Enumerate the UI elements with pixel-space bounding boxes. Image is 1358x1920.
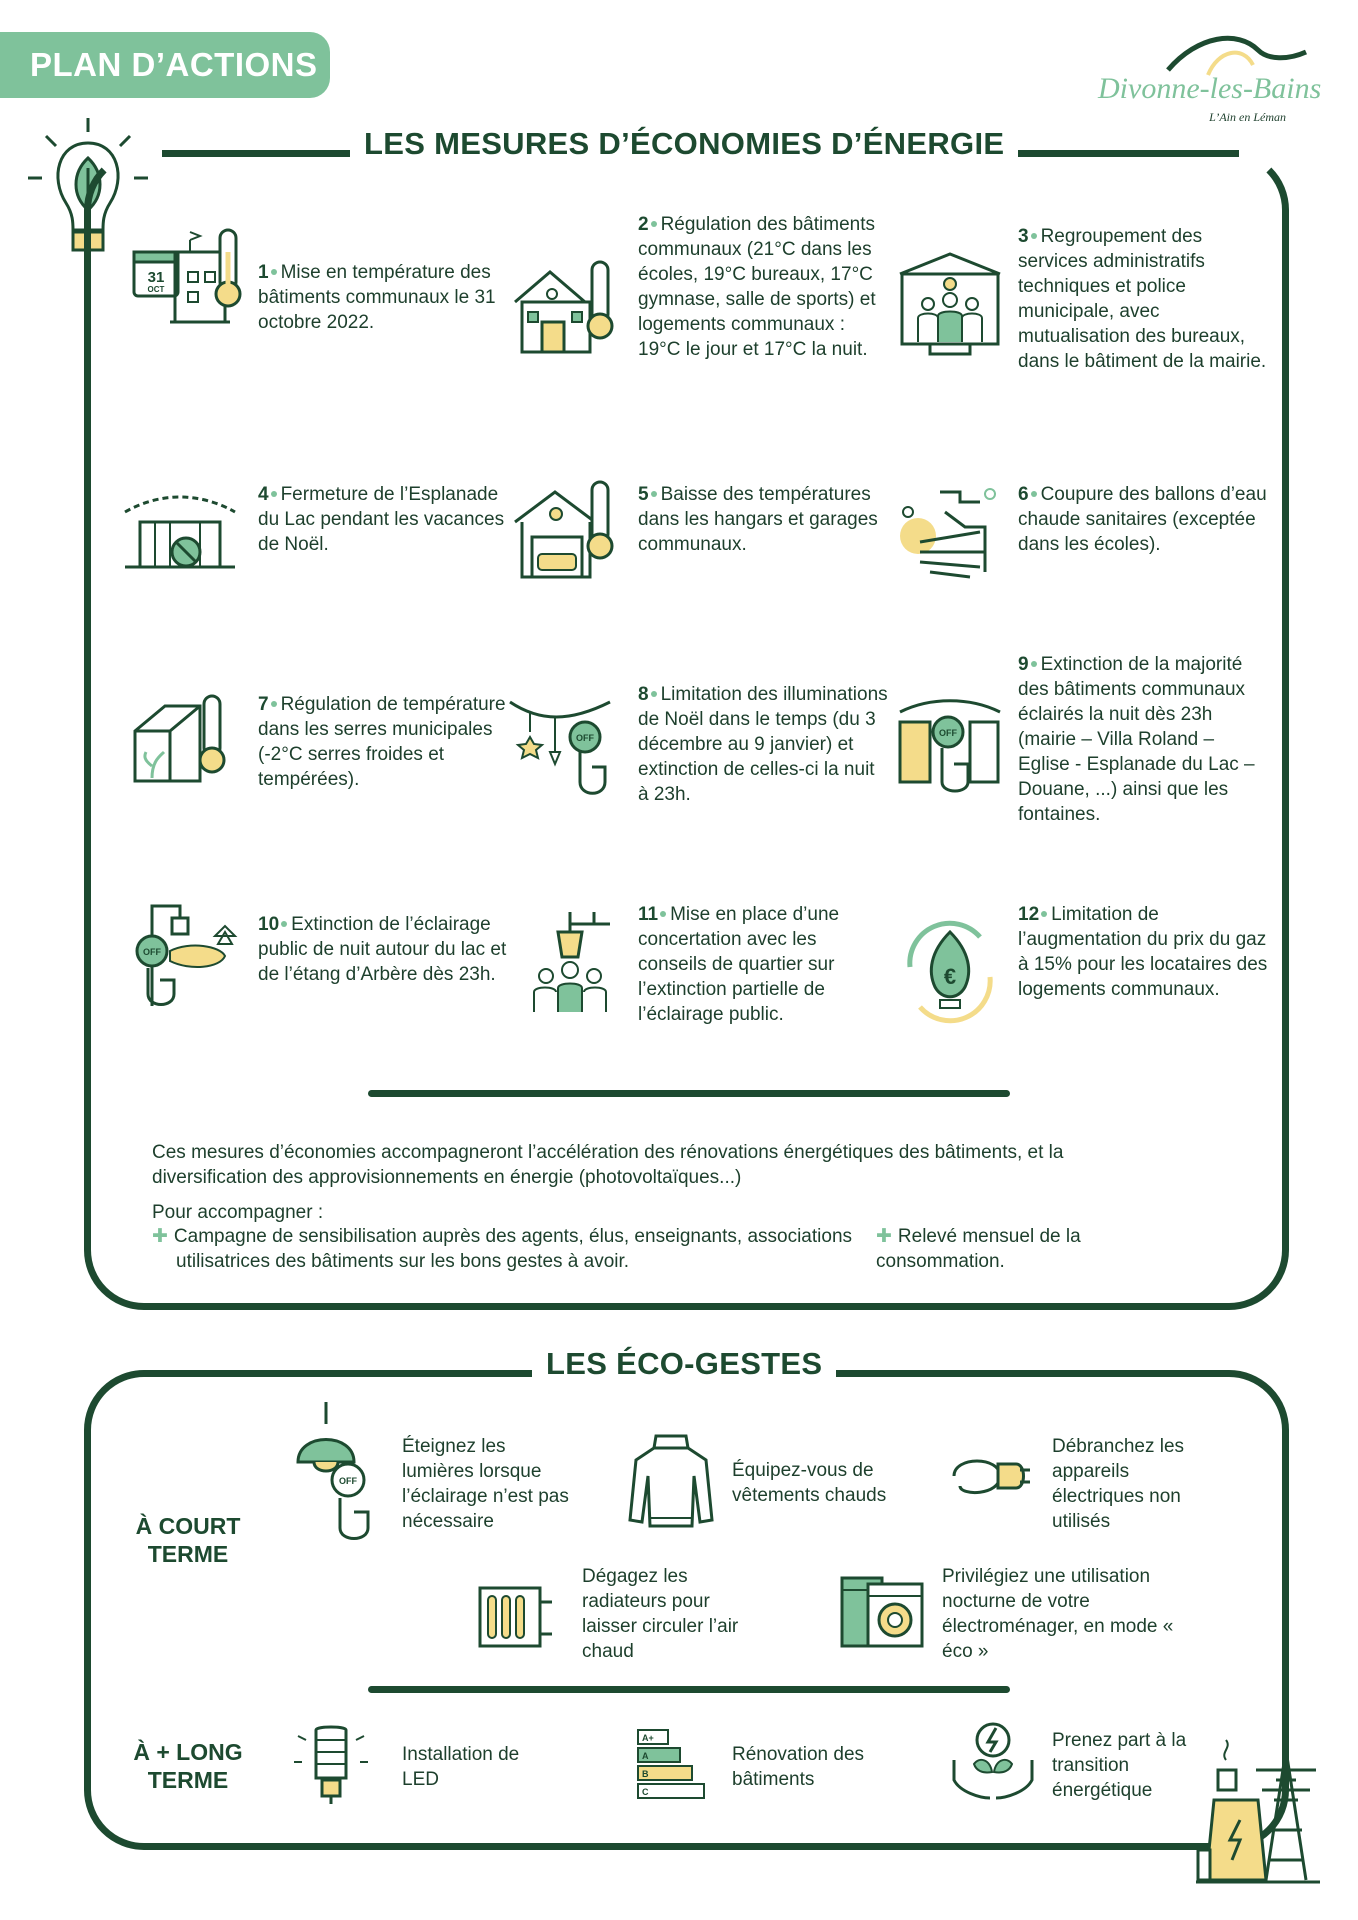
logo-main-text: Divonne-les-Bains	[1098, 72, 1322, 105]
led-bulb-icon	[294, 1722, 368, 1808]
measure-item-11	[510, 902, 890, 1102]
measure-item-5	[510, 482, 890, 682]
measure-number: 4	[258, 484, 281, 505]
measure-item-7	[130, 692, 510, 892]
appliances-icon	[838, 1574, 928, 1650]
measure-text: Baisse des températures dans les hangars et garages communaux.	[638, 484, 878, 555]
christmas-lights-off-icon	[510, 692, 630, 812]
power-plant-icon	[1196, 1740, 1320, 1890]
long-term-label: À + LONG TERME	[133, 1739, 243, 1793]
house-thermometer-icon	[510, 252, 630, 372]
separator-line	[368, 1090, 1010, 1097]
measure-text: Fermeture de l’Esplanade du Lac pendant les vacances de Noël.	[258, 484, 505, 555]
eco-gesture-radiators: Dégagez les radiateurs pour laisser circuler l’air chaud	[582, 1566, 739, 1662]
eco-gesture-led: Installation de LED	[402, 1744, 520, 1790]
measure-text: Limitation de l’augmentation du prix du gaz à 15% pour les locataires des logements communaux.	[1018, 904, 1268, 1000]
logo-sub-text: L’Ain en Léman	[1209, 110, 1286, 124]
closed-esplanade-icon	[120, 472, 240, 592]
summary-text: Ces mesures d’économies accompagneront l’accélération des rénovations énergétiques des bâtiments, et la diversification des approvisionnements en énergie (photovoltaïques...)	[152, 1142, 1064, 1188]
sweater-icon	[626, 1430, 716, 1530]
energy-class-label: B	[642, 1769, 649, 1779]
measure-number: 8	[638, 684, 661, 705]
plus-icon: ✚	[876, 1226, 892, 1247]
eco-gesture-unplug: Débranchez les appareils électriques non utilisés	[1052, 1436, 1185, 1532]
measure-item-8	[510, 682, 890, 882]
measure-item-1	[130, 212, 510, 412]
measure-text: Extinction de la majorité des bâtiments communaux éclairés la nuit dès 23h (mairie – Villa Roland – Eglise - Esplanade du Lac – Douane, ...) ainsi que les fontaines.	[1018, 654, 1255, 825]
measure-item-10	[130, 902, 510, 1102]
lamp-off-icon	[288, 1402, 384, 1552]
measure-number: 11	[638, 904, 670, 925]
short-term-label: À COURT TERME	[135, 1513, 241, 1567]
accompany-label: Pour accompagner :	[152, 1202, 324, 1223]
accompany-item-campaign: ✚ Campagne de sensibilisation auprès des agents, élus, enseignants, associations utilisatrices des bâtiments sur les bons gestes à avoir.	[152, 1226, 853, 1272]
accompany-item-monthly-reading: ✚ Relevé mensuel de la consommation.	[876, 1226, 1081, 1272]
lantern-community-icon	[510, 912, 630, 1032]
off-label: OFF	[143, 947, 161, 957]
green-energy-hands-icon	[950, 1720, 1036, 1802]
measure-number: 6	[1018, 484, 1041, 505]
plug-icon	[950, 1446, 1030, 1506]
measure-number: 3	[1018, 226, 1041, 247]
measure-text: Regroupement des services administratifs techniques et police municipale, avec mutualisation des bureaux, dans le bâtiment de la mairie.	[1018, 226, 1267, 372]
hand-washing-icon	[890, 472, 1010, 592]
calendar-day: 31	[147, 269, 165, 286]
calendar-thermometer-icon	[130, 212, 250, 332]
measure-item-2	[510, 212, 890, 412]
measure-number: 9	[1018, 654, 1041, 675]
calendar-month: OCT	[147, 285, 165, 294]
measure-text: Limitation des illuminations de Noël dans le temps (du 3 décembre au 9 janvier) et extinction de celles-ci la nuit à 23h.	[638, 684, 888, 805]
measure-number: 10	[258, 914, 291, 935]
measure-text: Coupure des ballons d’eau chaude sanitaires (exceptée dans les écoles).	[1018, 484, 1267, 555]
section-title-energy-measures: LES MESURES D’ÉCONOMIES D’ÉNERGIE	[350, 126, 1018, 162]
measure-number: 2	[638, 214, 661, 235]
section-tag: PLAN D’ACTIONS	[0, 32, 330, 98]
plus-icon: ✚	[152, 1226, 168, 1247]
eco-gesture-renovation: Rénovation des bâtiments	[732, 1744, 865, 1790]
energy-class-label: C	[642, 1787, 649, 1797]
svg-text:€: €	[943, 964, 957, 989]
measure-text: Régulation des bâtiments communaux (21°C dans les écoles, 19°C bureaux, 17°C gymnase, salle de sports) et logements communaux : 19°C le jour et 17°C la nuit.	[638, 214, 876, 360]
energy-rating-icon	[636, 1728, 706, 1808]
building-lights-off-icon	[890, 682, 1010, 802]
measure-text: Mise en place d’une concertation avec les conseils de quartier sur l’extinction partielle de l’éclairage public.	[638, 904, 840, 1025]
town-hall-people-icon	[890, 244, 1010, 364]
eco-gesture-energy-transition: Prenez part à la transition énergétique	[1052, 1730, 1187, 1801]
garage-thermometer-icon	[510, 472, 630, 592]
measure-number: 1	[258, 262, 281, 283]
measure-text: Extinction de l’éclairage public de nuit autour du lac et de l’étang d’Arbère dès 23h.	[258, 914, 507, 985]
measure-text: Mise en température des bâtiments communaux le 31 octobre 2022.	[258, 262, 496, 333]
eco-gesture-warm-clothes: Équipez-vous de vêtements chauds	[732, 1460, 887, 1506]
measure-number: 12	[1018, 904, 1051, 925]
off-label: OFF	[939, 728, 957, 738]
greenhouse-thermometer-icon	[130, 686, 250, 806]
separator-line	[368, 1686, 1010, 1693]
gas-price-icon	[890, 912, 1010, 1032]
measure-item-12	[890, 902, 1270, 1102]
divonne-logo	[1098, 30, 1338, 125]
off-label: OFF	[339, 1476, 357, 1486]
measure-text: Régulation de température dans les serres municipales (-2°C serres froides et tempérées).	[258, 694, 506, 790]
measure-item-4	[130, 482, 510, 682]
energy-class-label: A+	[642, 1733, 654, 1743]
section-title-eco-gestures: LES ÉCO-GESTES	[532, 1346, 836, 1382]
off-label: OFF	[576, 733, 594, 743]
measure-item-3	[890, 224, 1270, 424]
radiator-icon	[476, 1582, 556, 1652]
measure-number: 5	[638, 484, 661, 505]
energy-class-label: A	[642, 1751, 649, 1761]
measure-number: 7	[258, 694, 281, 715]
eco-gesture-night-appliances: Privilégiez une utilisation nocturne de votre électroménager, en mode « éco »	[942, 1566, 1174, 1662]
eco-gesture-lights: Éteignez les lumières lorsque l’éclairage n’est pas nécessaire	[402, 1436, 569, 1532]
street-lamp-off-icon	[130, 896, 250, 1016]
measure-item-9	[890, 652, 1270, 852]
